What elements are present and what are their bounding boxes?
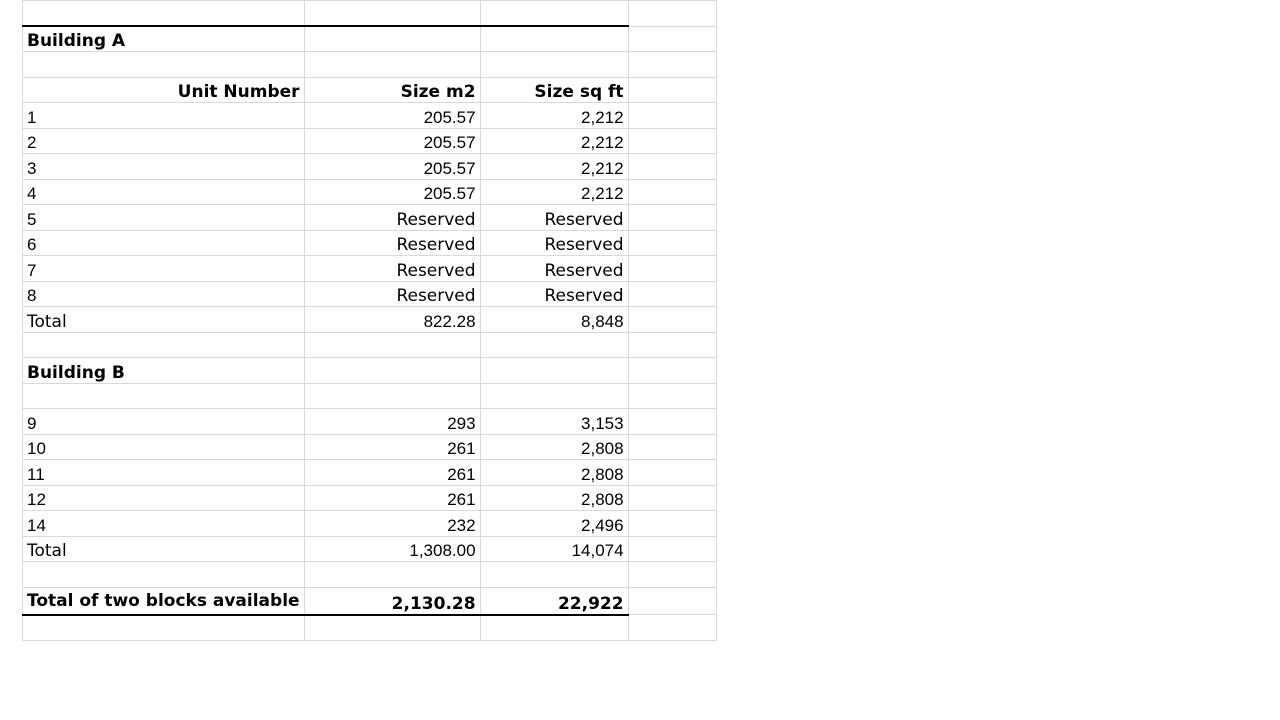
unit-cell[interactable]: 8 [23,281,305,307]
unit-cell[interactable]: 10 [23,434,305,460]
cell[interactable] [628,179,716,205]
building-units-table [22,0,717,641]
spreadsheet-sheet [22,0,717,641]
table-row [23,154,717,180]
cell[interactable] [304,1,480,27]
unit-cell[interactable]: 5 [23,205,305,231]
cell[interactable] [480,358,628,384]
cell[interactable] [628,434,716,460]
size-sqft-cell[interactable]: 2,212 [480,154,628,180]
cell[interactable] [628,103,716,129]
table-row [23,332,717,358]
cell[interactable] [480,1,628,27]
table-row [23,128,717,154]
cell[interactable] [628,511,716,537]
cell[interactable] [628,230,716,256]
unit-cell[interactable]: 4 [23,179,305,205]
unit-cell[interactable]: 11 [23,460,305,486]
size-sqft-cell[interactable]: 2,496 [480,511,628,537]
size-sqft-cell[interactable]: 2,212 [480,103,628,129]
cell[interactable] [628,307,716,333]
size-m2-cell[interactable]: 261 [304,485,480,511]
grand-total-sqft[interactable]: 22,922 [480,587,628,615]
cell[interactable] [628,383,716,409]
table-row [23,383,717,409]
size-sqft-cell[interactable]: 2,808 [480,460,628,486]
table-row [23,511,717,537]
cell[interactable] [304,615,480,641]
cell[interactable] [628,536,716,562]
cell[interactable] [628,358,716,384]
size-sqft-cell[interactable]: 2,212 [480,128,628,154]
cell[interactable] [480,26,628,52]
table-row [23,409,717,435]
unit-cell[interactable]: 7 [23,256,305,282]
table-row [23,615,717,641]
unit-cell[interactable]: 2 [23,128,305,154]
size-sqft-cell[interactable]: Reserved [480,281,628,307]
building-a-total-sqft[interactable]: 8,848 [480,307,628,333]
cell[interactable] [304,358,480,384]
cell[interactable] [304,562,480,588]
cell[interactable] [628,409,716,435]
building-b-title[interactable]: Building B [23,358,305,384]
size-m2-cell[interactable]: 205.57 [304,103,480,129]
building-a-total-m2[interactable]: 822.28 [304,307,480,333]
cell[interactable] [628,615,716,641]
table-row [23,485,717,511]
size-m2-cell[interactable]: Reserved [304,205,480,231]
cell[interactable] [23,615,305,641]
size-m2-cell[interactable]: 205.57 [304,154,480,180]
table-row [23,460,717,486]
cell[interactable] [628,562,716,588]
cell[interactable] [628,205,716,231]
size-m2-cell[interactable]: 205.57 [304,179,480,205]
size-m2-cell[interactable]: Reserved [304,281,480,307]
cell[interactable] [480,52,628,78]
cell[interactable] [480,562,628,588]
size-sqft-cell[interactable]: 2,808 [480,434,628,460]
unit-cell[interactable]: 3 [23,154,305,180]
grand-total-row [23,587,717,615]
size-m2-cell[interactable]: 261 [304,460,480,486]
building-a-total-label[interactable]: Total [23,307,305,333]
grand-total-label[interactable]: Total of two blocks available [23,587,305,615]
cell[interactable] [628,77,716,103]
size-sqft-cell[interactable]: Reserved [480,230,628,256]
cell[interactable] [628,460,716,486]
total-row [23,536,717,562]
building-b-total-label[interactable]: Total [23,536,305,562]
table-row [23,1,717,27]
table-row [23,179,717,205]
table-row [23,256,717,282]
cell[interactable] [480,383,628,409]
header-size-m2[interactable]: Size m2 [304,77,480,103]
grand-total-m2[interactable]: 2,130.28 [304,587,480,615]
cell[interactable] [480,615,628,641]
cell[interactable] [480,332,628,358]
table-row [23,281,717,307]
table-row [23,52,717,78]
cell[interactable] [628,154,716,180]
cell[interactable] [628,128,716,154]
cell[interactable] [304,332,480,358]
size-m2-cell[interactable]: 261 [304,434,480,460]
cell[interactable] [628,52,716,78]
header-row [23,77,717,103]
header-size-sqft[interactable]: Size sq ft [480,77,628,103]
cell[interactable] [628,485,716,511]
size-sqft-cell[interactable]: 2,808 [480,485,628,511]
table-row [23,205,717,231]
cell[interactable] [628,26,716,52]
cell[interactable] [628,281,716,307]
building-b-total-m2[interactable]: 1,308.00 [304,536,480,562]
table-row [23,434,717,460]
table-row [23,562,717,588]
total-row [23,307,717,333]
cell[interactable] [628,256,716,282]
header-unit-number[interactable]: Unit Number [23,77,305,103]
cell[interactable] [628,1,716,27]
cell[interactable] [304,383,480,409]
building-b-total-sqft[interactable]: 14,074 [480,536,628,562]
table-row [23,230,717,256]
cell[interactable] [304,26,480,52]
unit-cell[interactable]: 9 [23,409,305,435]
size-m2-cell[interactable]: Reserved [304,256,480,282]
unit-cell[interactable]: 14 [23,511,305,537]
table-row [23,103,717,129]
cell[interactable] [628,332,716,358]
building-a-title[interactable]: Building A [23,26,305,52]
cell[interactable] [23,332,305,358]
cell[interactable] [23,562,305,588]
table-row [23,358,717,384]
cell[interactable] [23,1,305,27]
cell[interactable] [23,52,305,78]
size-m2-cell[interactable]: 293 [304,409,480,435]
size-sqft-cell[interactable]: Reserved [480,256,628,282]
size-m2-cell[interactable]: 232 [304,511,480,537]
size-m2-cell[interactable]: Reserved [304,230,480,256]
size-sqft-cell[interactable]: 2,212 [480,179,628,205]
unit-cell[interactable]: 6 [23,230,305,256]
table-row [23,26,717,52]
cell[interactable] [23,383,305,409]
unit-cell[interactable]: 1 [23,103,305,129]
size-sqft-cell[interactable]: Reserved [480,205,628,231]
cell[interactable] [304,52,480,78]
size-sqft-cell[interactable]: 3,153 [480,409,628,435]
size-m2-cell[interactable]: 205.57 [304,128,480,154]
unit-cell[interactable]: 12 [23,485,305,511]
cell[interactable] [628,587,716,615]
